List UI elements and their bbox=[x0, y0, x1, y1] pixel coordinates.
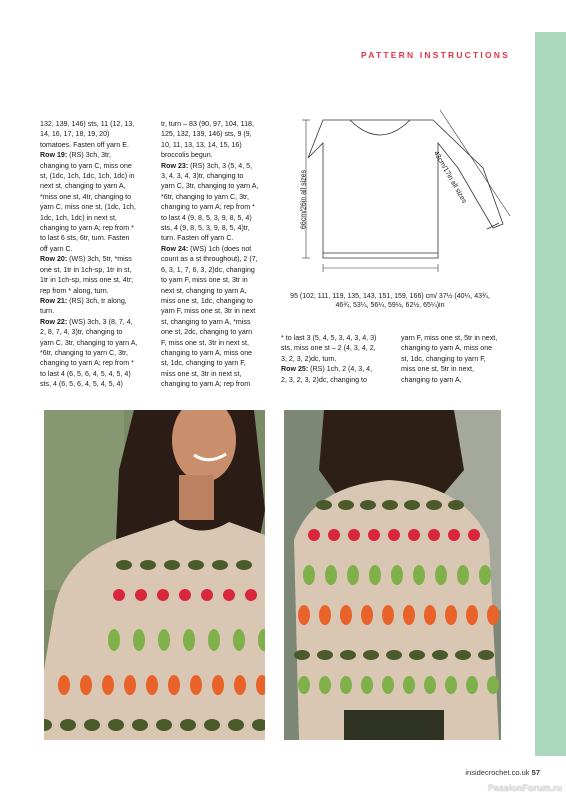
row-instructions: (WS) 1ch (does not count as a st throughout), 2 (7, 6, 3, 1, 7, 6, 3, 2)dc, changing to yarn F, miss one st, 3tr in next st, changing to yarn A, miss one st, 1dc, changing to yarn F, miss one st, 3tr in next st, changing to yarn A, *miss one st, 2dc, changing to yarn F, miss one st, 3tr in next st, changing to yarn A, miss one st, 1dc, changing to yarn F, miss one st, 3tr in next st, changing to yarn A; rep from bbox=[161, 244, 258, 389]
pattern-paragraph bbox=[161, 119, 259, 161]
pattern-paragraph bbox=[161, 161, 259, 244]
row-label: Row 25: bbox=[281, 365, 309, 374]
row-instructions: (RS) 3ch, 3tr, changing to yarn C, miss one st, (1dc, 1ch, 1dc, 1ch, 1dc) in next st, changing to yarn A, *miss one st, 4tr, changing to yarn C, miss one st, (1dc, 1ch, 1dc, 1ch, 1dc) in next st, changing to yarn A; rep from * to last 6 sts, 6tr, turn. Fasten off yarn C. bbox=[40, 151, 136, 253]
row-instructions: yarn F, miss one st, 5tr in next, changing to yarn A, miss one st, 1dc, changing to yarn F, miss one st, 5tr in next, changing to yarn A, bbox=[401, 334, 498, 384]
row-instructions: (WS) 3ch, 3 (8, 7, 4, 2, 8, 7, 4, 3)tr, changing to yarn C, 3tr, changing to yarn A, *6tr, changing to yarn C, 3tr, changing to yarn A; rep from * to last 4 (6, 5, 6, 4, 5, 4, 5, 4) sts, 4 (6, 5, 6, 4, 5, 4, 5, 4) bbox=[40, 317, 138, 389]
pattern-paragraph bbox=[40, 296, 138, 317]
row-instructions: 132, 139, 146) sts, 11 (12, 13, 14, 16, 17, 18, 19, 20) tomatoes. Fasten off yarn E. bbox=[40, 120, 135, 149]
row-instructions: (RS) 3ch, 3 (5, 4, 5, 3, 4, 3, 4, 3)tr, changing to yarn C, 3tr, changing to yarn A, *6tr, changing to yarn C, 3tr, changing to yarn A; rep from * to last 4 (9, 8, 5, 3, 9, 8, 5, 4) sts, 4 (9, 8, 5, 3, 9, 8, 5, 4)tr, turn. Fasten off yarn C. bbox=[161, 161, 259, 243]
row-instructions: * to last 3 (5, 4, 5, 3, 4, 3, 4, 3) sts, miss one st – 2 (4, 3, 4, 2, 3, 2, 3, 2)dc, turn. bbox=[281, 334, 377, 363]
sweater-schematic bbox=[288, 108, 512, 308]
pattern-paragraph bbox=[40, 254, 138, 296]
side-color-strip bbox=[535, 32, 566, 756]
sweater-outline bbox=[308, 120, 503, 258]
row-label: Row 21: bbox=[40, 296, 68, 305]
row-instructions: (WS) 3ch, 5tr, *miss one st, 1tr in 1ch-sp, 1tr in st, 1tr in 1ch-sp, miss one st, 4tr; rep from * along, turn. bbox=[40, 255, 134, 295]
row-label: Row 23: bbox=[161, 161, 189, 170]
section-header: PATTERN INSTRUCTIONS bbox=[361, 50, 510, 60]
row-label: Row 19: bbox=[40, 151, 68, 160]
height-dimension-label: 66cm/26in all sizes bbox=[300, 169, 308, 230]
footer-site: insidecrochet.co.uk bbox=[465, 768, 530, 777]
model-photo-front bbox=[44, 410, 265, 740]
row-instructions: (RS) 3ch, tr along, turn. bbox=[40, 296, 127, 316]
pattern-paragraph bbox=[281, 333, 379, 364]
pattern-paragraph bbox=[40, 119, 138, 150]
pattern-paragraph bbox=[161, 244, 259, 390]
row-instructions: tr, turn – 83 (90, 97, 104, 118, 125, 132, 139, 146) sts, 9 (9, 10, 11, 13, 13, 14, 15, 16) broccolis begun. bbox=[161, 120, 254, 160]
page-footer bbox=[420, 768, 540, 777]
dimension-lines bbox=[302, 110, 510, 272]
pattern-paragraph bbox=[281, 364, 379, 385]
pattern-paragraph bbox=[401, 333, 499, 385]
pattern-paragraph bbox=[40, 317, 138, 390]
row-label: Row 22: bbox=[40, 317, 68, 326]
page-number: 57 bbox=[531, 768, 540, 777]
sleeve-dimension-label: 43cm/17in all sizes bbox=[431, 150, 468, 205]
text-column-2 bbox=[161, 119, 259, 390]
text-column-4 bbox=[401, 333, 499, 385]
text-column-3 bbox=[281, 333, 379, 385]
row-instructions: (RS) 1ch, 2 (4, 3, 4, 2, 3, 2, 3, 2)dc, changing to bbox=[281, 365, 373, 384]
text-column-1 bbox=[40, 119, 138, 390]
row-label: Row 20: bbox=[40, 255, 68, 264]
row-label: Row 24: bbox=[161, 244, 189, 253]
watermark: PassionForum.ru bbox=[487, 783, 562, 793]
pattern-paragraph bbox=[40, 150, 138, 254]
model-photo-back bbox=[284, 410, 501, 740]
width-dimension-label: 95 (102, 111, 119, 135, 143, 151, 159, 166) cm/ 37½ (40¼, 43¾, 46¾, 53¼, 56¼, 59½, 62½, 65¼)in bbox=[290, 293, 490, 309]
